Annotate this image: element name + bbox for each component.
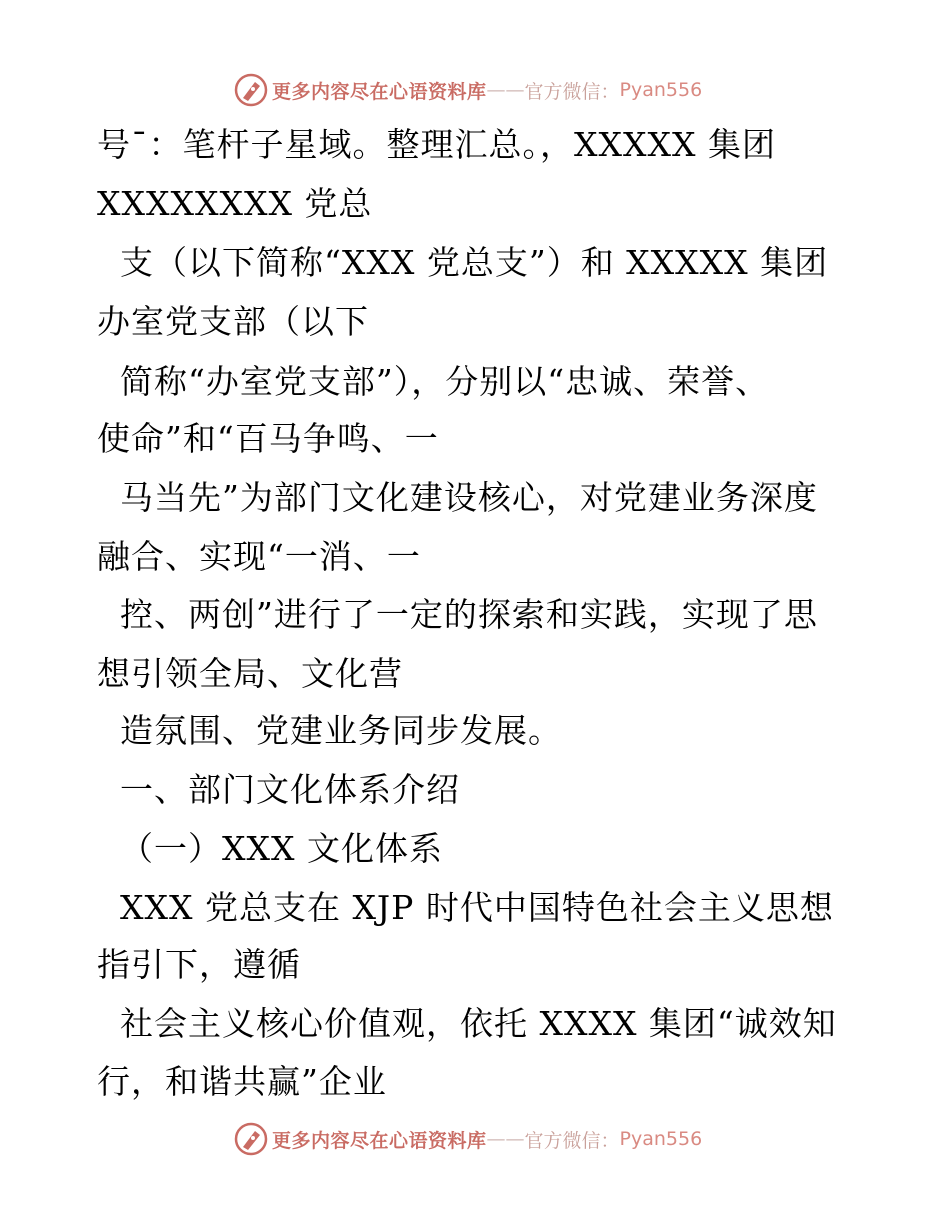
document-line: 控、两创”进行了一定的探索和实践，实现了思	[97, 595, 818, 634]
document-line: 使命”和“百马争鸣、一	[97, 419, 439, 458]
document-subheading: （一）XXX 文化体系	[97, 829, 443, 868]
document-line: 号¯：笔杆子星域。整理汇总。，XXXXX 集团	[97, 125, 776, 164]
document-line: 社会主义核心价值观，依托 XXXX 集团“诚效知	[97, 1004, 837, 1043]
document-line: 指引下，遵循	[97, 945, 301, 984]
document-line: 马当先”为部门文化建设核心，对党建业务深度	[97, 478, 818, 517]
watermark-wechat-id: Pyan556	[619, 79, 703, 101]
watermark-brand: 更多内容尽在心语资料库	[272, 1129, 487, 1152]
document-line: 造氛围、党建业务同步发展。	[97, 711, 562, 750]
document-line: 想引领全局、文化营	[97, 654, 403, 693]
pen-nib-logo-icon	[234, 1122, 268, 1156]
document-heading: 一、部门文化体系介绍	[97, 770, 460, 809]
document-line: 行，和谐共赢”企业	[97, 1062, 387, 1101]
watermark-banner-bottom	[234, 1122, 702, 1156]
pen-nib-logo-icon	[234, 73, 268, 107]
document-line: 融合、实现“一消、一	[97, 537, 421, 576]
document-line: 支（以下简称“XXX 党总支”）和 XXXXX 集团	[97, 243, 829, 282]
watermark-wechat-label: 官方微信：	[524, 80, 620, 103]
watermark-banner-top	[234, 73, 702, 107]
watermark-wechat-label: 官方微信：	[524, 1129, 620, 1152]
watermark-wechat-id: Pyan556	[619, 1128, 703, 1150]
watermark-separator: ——	[486, 79, 525, 101]
document-line: XXX 党总支在 XJP 时代中国特色社会主义思想	[97, 888, 834, 927]
watermark-brand: 更多内容尽在心语资料库	[272, 80, 487, 103]
document-line: 简称“办室党支部”），分别以“忠诚、荣誉、	[97, 362, 770, 401]
document-line: XXXXXXXX 党总	[97, 184, 373, 223]
document-line: 办室党支部（以下	[97, 302, 369, 341]
watermark-separator: ——	[486, 1128, 525, 1150]
